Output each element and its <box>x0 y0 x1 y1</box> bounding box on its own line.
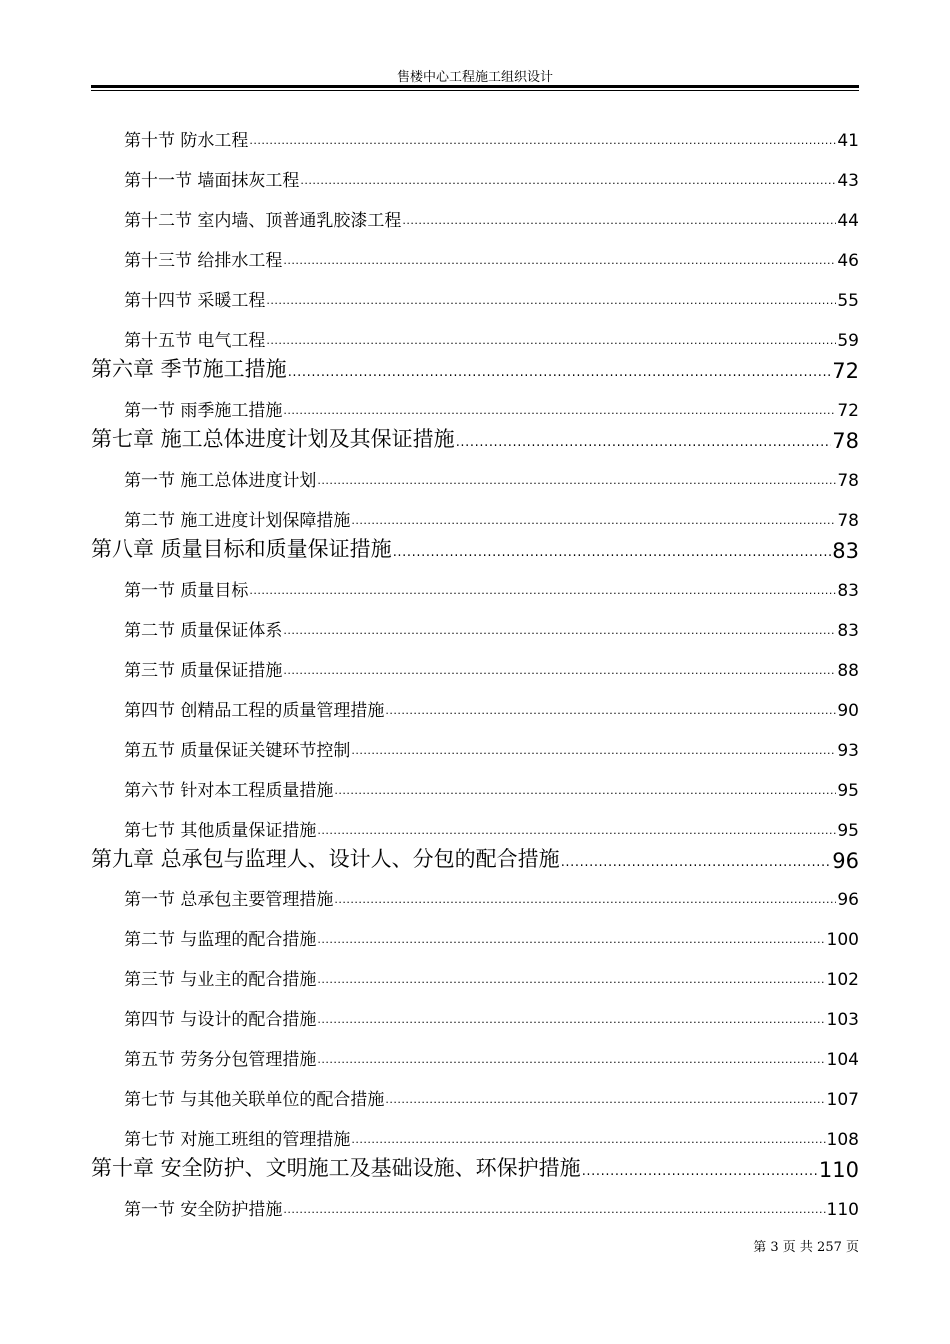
toc-section-entry[interactable] <box>124 617 859 641</box>
toc-section-entry[interactable] <box>124 467 859 491</box>
toc-dot-leader <box>266 335 836 347</box>
toc-dot-leader <box>249 135 836 147</box>
toc-section-entry[interactable] <box>124 507 859 531</box>
toc-entry-label: 第三节 质量保证措施 <box>124 661 283 681</box>
toc-section-entry[interactable] <box>124 287 859 311</box>
toc-dot-leader <box>351 1134 825 1146</box>
toc-dot-leader <box>334 894 836 906</box>
toc-section-entry[interactable] <box>124 1086 859 1110</box>
toc-entry-page-number: 104 <box>826 1050 859 1070</box>
toc-section-entry[interactable] <box>124 167 859 191</box>
toc-entry-page-number: 107 <box>826 1090 859 1110</box>
toc-dot-leader <box>351 515 836 527</box>
toc-entry-label: 第四节 与设计的配合措施 <box>124 1010 317 1030</box>
toc-section-entry[interactable] <box>124 926 859 950</box>
toc-entry-label: 第一节 总承包主要管理措施 <box>124 890 334 910</box>
toc-section-entry[interactable] <box>124 127 859 151</box>
toc-dot-leader <box>317 1054 825 1066</box>
toc-entry-label: 第六节 针对本工程质量措施 <box>124 781 334 801</box>
toc-entry-page-number: 110 <box>818 1158 859 1182</box>
toc-entry-label: 第五节 劳务分包管理措施 <box>124 1050 317 1070</box>
toc-entry-page-number: 93 <box>837 741 859 761</box>
toc-chapter-entry[interactable] <box>91 355 859 383</box>
toc-entry-label: 第一节 安全防护措施 <box>124 1200 283 1220</box>
toc-entry-page-number: 102 <box>826 970 859 990</box>
toc-section-entry[interactable] <box>124 657 859 681</box>
toc-entry-page-number: 78 <box>837 471 859 491</box>
toc-chapter-entry[interactable] <box>91 845 859 873</box>
toc-dot-leader <box>393 547 832 559</box>
toc-entry-page-number: 72 <box>832 359 859 383</box>
toc-section-entry[interactable] <box>124 327 859 351</box>
toc-section-entry[interactable] <box>124 817 859 841</box>
toc-entry-page-number: 59 <box>837 331 859 351</box>
toc-entry-page-number: 43 <box>837 171 859 191</box>
toc-entry-label: 第六章 季节施工措施 <box>91 357 287 381</box>
toc-entry-label: 第五节 质量保证关键环节控制 <box>124 741 351 761</box>
toc-entry-label: 第一节 质量目标 <box>124 581 249 601</box>
toc-entry-page-number: 83 <box>832 539 859 563</box>
toc-entry-page-number: 95 <box>837 781 859 801</box>
toc-entry-label: 第十五节 电气工程 <box>124 331 266 351</box>
toc-entry-page-number: 103 <box>826 1010 859 1030</box>
page-footer-number: 第 3 页 共 257 页 <box>753 1240 859 1255</box>
toc-dot-leader <box>317 934 825 946</box>
toc-entry-page-number: 72 <box>837 401 859 421</box>
toc-section-entry[interactable] <box>124 737 859 761</box>
toc-entry-label: 第七节 与其他关联单位的配合措施 <box>124 1090 385 1110</box>
toc-entry-page-number: 44 <box>837 211 859 231</box>
toc-dot-leader <box>283 1204 825 1216</box>
toc-entry-label: 第八章 质量目标和质量保证措施 <box>91 537 392 561</box>
toc-section-entry[interactable] <box>124 1046 859 1070</box>
toc-dot-leader <box>582 1166 818 1178</box>
toc-dot-leader <box>334 785 836 797</box>
toc-entry-page-number: 95 <box>837 821 859 841</box>
toc-dot-leader <box>266 295 836 307</box>
toc-dot-leader <box>317 825 836 837</box>
toc-section-entry[interactable] <box>124 577 859 601</box>
toc-entry-label: 第三节 与业主的配合措施 <box>124 970 317 990</box>
toc-entry-page-number: 96 <box>832 849 859 873</box>
toc-entry-page-number: 55 <box>837 291 859 311</box>
toc-dot-leader <box>283 665 836 677</box>
toc-entry-label: 第七节 对施工班组的管理措施 <box>124 1130 351 1150</box>
header-rule-thin <box>91 90 859 91</box>
toc-section-entry[interactable] <box>124 1196 859 1220</box>
toc-section-entry[interactable] <box>124 886 859 910</box>
toc-entry-label: 第十三节 给排水工程 <box>124 251 283 271</box>
toc-dot-leader <box>283 625 836 637</box>
toc-entry-page-number: 96 <box>837 890 859 910</box>
toc-section-entry[interactable] <box>124 777 859 801</box>
toc-entry-page-number: 41 <box>837 131 859 151</box>
toc-section-entry[interactable] <box>124 1126 859 1150</box>
toc-entry-label: 第十四节 采暖工程 <box>124 291 266 311</box>
toc-entry-page-number: 90 <box>837 701 859 721</box>
toc-section-entry[interactable] <box>124 397 859 421</box>
toc-section-entry[interactable] <box>124 247 859 271</box>
toc-dot-leader <box>385 705 836 717</box>
toc-entry-page-number: 78 <box>837 511 859 531</box>
toc-dot-leader <box>283 255 836 267</box>
toc-dot-leader <box>317 974 825 986</box>
toc-section-entry[interactable] <box>124 207 859 231</box>
toc-entry-label: 第七节 其他质量保证措施 <box>124 821 317 841</box>
toc-dot-leader <box>300 175 836 187</box>
toc-entry-page-number: 110 <box>826 1200 859 1220</box>
toc-entry-page-number: 100 <box>826 930 859 950</box>
toc-entry-page-number: 83 <box>837 581 859 601</box>
toc-chapter-entry[interactable] <box>91 535 859 563</box>
toc-dot-leader <box>288 367 832 379</box>
toc-entry-page-number: 108 <box>826 1130 859 1150</box>
toc-entry-label: 第四节 创精品工程的质量管理措施 <box>124 701 385 721</box>
toc-section-entry[interactable] <box>124 1006 859 1030</box>
toc-entry-page-number: 46 <box>837 251 859 271</box>
toc-entry-label: 第一节 雨季施工措施 <box>124 401 283 421</box>
page-header-title: 售楼中心工程施工组织设计 <box>396 70 553 85</box>
toc-entry-label: 第二节 与监理的配合措施 <box>124 930 317 950</box>
toc-dot-leader <box>249 585 836 597</box>
toc-entry-page-number: 78 <box>832 429 859 453</box>
toc-dot-leader <box>385 1094 825 1106</box>
toc-dot-leader <box>317 1014 825 1026</box>
toc-section-entry[interactable] <box>124 697 859 721</box>
toc-chapter-entry[interactable] <box>91 425 859 453</box>
toc-entry-label: 第十章 安全防护、文明施工及基础设施、环保护措施 <box>91 1156 581 1180</box>
toc-dot-leader <box>456 437 832 449</box>
toc-chapter-entry[interactable] <box>91 1154 859 1182</box>
toc-section-entry[interactable] <box>124 966 859 990</box>
toc-dot-leader <box>351 745 836 757</box>
toc-dot-leader <box>283 405 836 417</box>
toc-entry-label: 第十一节 墙面抹灰工程 <box>124 171 300 191</box>
toc-dot-leader <box>317 475 836 487</box>
toc-entry-label: 第九章 总承包与监理人、设计人、分包的配合措施 <box>91 847 560 871</box>
header-rule-thick <box>91 85 859 88</box>
toc-entry-page-number: 88 <box>837 661 859 681</box>
toc-dot-leader <box>402 215 836 227</box>
toc-dot-leader <box>561 857 832 869</box>
toc-entry-label: 第十二节 室内墙、顶普通乳胶漆工程 <box>124 211 402 231</box>
toc-entry-label: 第十节 防水工程 <box>124 131 249 151</box>
toc-entry-page-number: 83 <box>837 621 859 641</box>
toc-entry-label: 第一节 施工总体进度计划 <box>124 471 317 491</box>
toc-entry-label: 第二节 质量保证体系 <box>124 621 283 641</box>
toc-entry-label: 第七章 施工总体进度计划及其保证措施 <box>91 427 455 451</box>
toc-entry-label: 第二节 施工进度计划保障措施 <box>124 511 351 531</box>
